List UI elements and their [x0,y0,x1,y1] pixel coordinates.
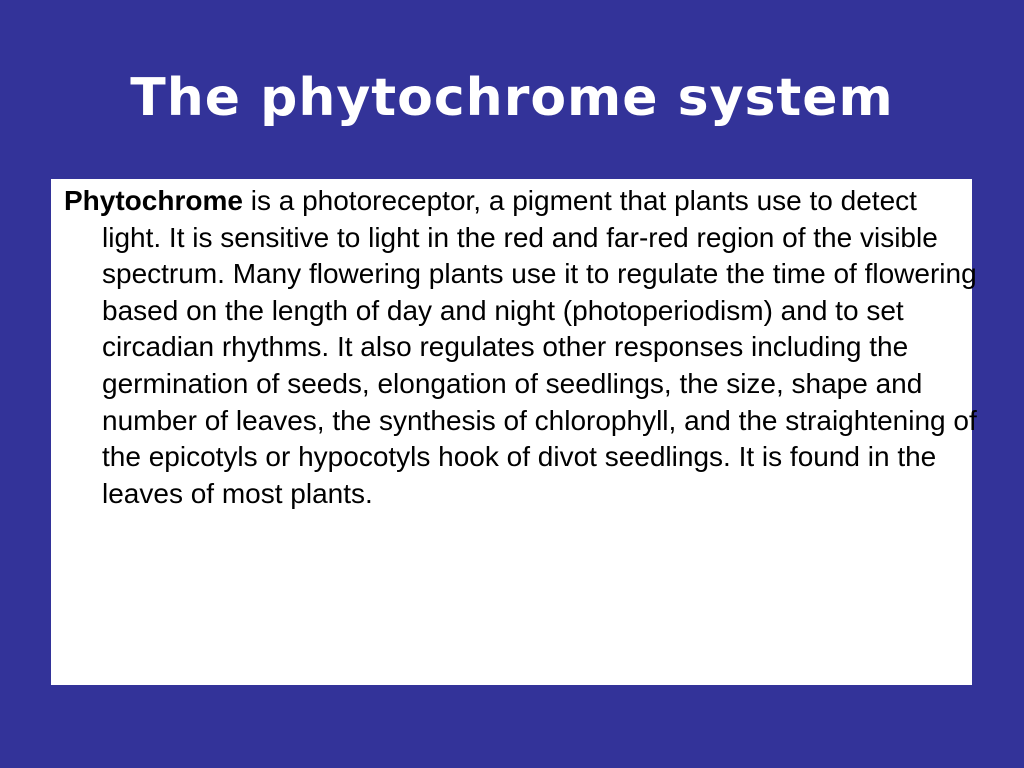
content-box [51,179,977,685]
body-paragraph [64,183,982,512]
body-text: is a photoreceptor, a pigment that plants use to detect light. It is sensitive to light in the red and far-red region of the visible spectrum. Many flowering plants use it to regulate the time of flowering based on the length of day and night (photoperiodism) and to set circadian rhythms. It also regulates other responses including the germination of seeds, elongation of seedlings, the size, shape and number of leaves, the synthesis of chlorophyll, and the straightening of the epicotyls or hypocotyls hook of divot seedlings. It is found in the leaves of most plants. [102,185,977,509]
slide-title: The phytochrome system [130,68,894,128]
body-term: Phytochrome [64,185,243,216]
